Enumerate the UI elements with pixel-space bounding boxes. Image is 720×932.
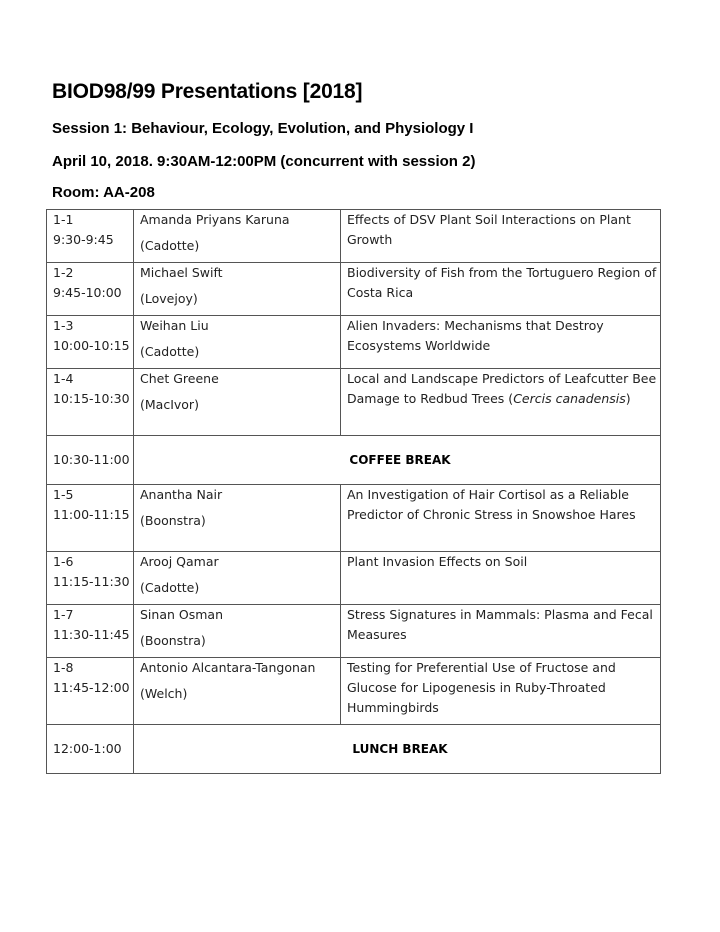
presenter-name: Weihan Liu (140, 318, 209, 333)
slot-time: 10:15-10:30 (53, 391, 130, 406)
supervisor-name: (Boonstra) (140, 513, 206, 528)
talk-title: Stress Signatures in Mammals: Plasma and Fecal Measures (341, 605, 661, 658)
date-line: April 10, 2018. 9:30AM-12:00PM (concurrent with session 2) (52, 153, 476, 170)
slot-id: 1-3 (53, 318, 74, 333)
room-line: Room: AA-208 (52, 184, 155, 201)
presenter-name: Chet Greene (140, 371, 219, 386)
slot-time: 9:45-10:00 (53, 285, 122, 300)
slot-cell (47, 605, 134, 658)
slot-time: 10:00-10:15 (53, 338, 130, 353)
table-row (47, 485, 661, 552)
talk-title: An Investigation of Hair Cortisol as a Reliable Predictor of Chronic Stress in Snowshoe Hares (341, 485, 661, 552)
title-paren-open: ( (508, 391, 514, 406)
supervisor-name: (MacIvor) (140, 397, 199, 412)
title-paren-close: ) (625, 391, 631, 406)
table-row (47, 263, 661, 316)
page-title: BIOD98/99 Presentations [2018] (52, 80, 363, 103)
break-label: LUNCH BREAK (134, 725, 661, 774)
slot-time: 11:30-11:45 (53, 627, 130, 642)
presenter-name: Anantha Nair (140, 487, 223, 502)
presenter-cell (134, 316, 341, 369)
slot-cell (47, 485, 134, 552)
presenter-cell (134, 210, 341, 263)
presenter-cell (134, 658, 341, 725)
slot-id: 1-5 (53, 487, 74, 502)
slot-id: 1-1 (53, 212, 74, 227)
slot-cell (47, 369, 134, 436)
presenter-cell (134, 263, 341, 316)
break-time: 12:00-1:00 (47, 725, 134, 774)
table-row (47, 552, 661, 605)
break-label: COFFEE BREAK (134, 436, 661, 485)
slot-cell (47, 316, 134, 369)
slot-id: 1-7 (53, 607, 74, 622)
talk-title: Effects of DSV Plant Soil Interactions on Plant Growth (341, 210, 661, 263)
presenter-name: Amanda Priyans Karuna (140, 212, 290, 227)
presenter-cell (134, 605, 341, 658)
slot-id: 1-4 (53, 371, 74, 386)
talk-title: Testing for Preferential Use of Fructose and Glucose for Lipogenesis in Ruby-Throated Hummingbirds (341, 658, 661, 725)
presenter-name: Michael Swift (140, 265, 223, 280)
schedule-table (46, 209, 661, 774)
break-time: 10:30-11:00 (47, 436, 134, 485)
table-row (47, 210, 661, 263)
slot-cell (47, 552, 134, 605)
species-name: Cercis canadensis (513, 391, 626, 406)
slot-cell (47, 263, 134, 316)
slot-cell (47, 658, 134, 725)
supervisor-name: (Cadotte) (140, 580, 200, 595)
presenter-name: Sinan Osman (140, 607, 223, 622)
table-row (47, 605, 661, 658)
slot-id: 1-6 (53, 554, 74, 569)
talk-title: Plant Invasion Effects on Soil (341, 552, 661, 605)
supervisor-name: (Boonstra) (140, 633, 206, 648)
presenter-cell (134, 485, 341, 552)
presenter-cell (134, 552, 341, 605)
talk-title: Alien Invaders: Mechanisms that Destroy Ecosystems Worldwide (341, 316, 661, 369)
presenter-name: Arooj Qamar (140, 554, 219, 569)
slot-time: 11:15-11:30 (53, 574, 130, 589)
session-heading: Session 1: Behaviour, Ecology, Evolution, and Physiology I (52, 120, 474, 137)
supervisor-name: (Welch) (140, 686, 188, 701)
talk-title: Biodiversity of Fish from the Tortuguero Region of Costa Rica (341, 263, 661, 316)
presenter-name: Antonio Alcantara-Tangonan (140, 660, 316, 675)
break-row (47, 436, 661, 485)
slot-time: 11:00-11:15 (53, 507, 130, 522)
table-row (47, 658, 661, 725)
supervisor-name: (Cadotte) (140, 238, 200, 253)
table-row (47, 369, 661, 436)
slot-id: 1-8 (53, 660, 74, 675)
table-row (47, 316, 661, 369)
supervisor-name: (Cadotte) (140, 344, 200, 359)
talk-title-cell (341, 369, 661, 436)
talk-title: Local and Landscape Predictors of Leafcutter Bee Damage to Redbud Trees (347, 371, 657, 406)
slot-cell (47, 210, 134, 263)
break-row (47, 725, 661, 774)
slot-id: 1-2 (53, 265, 74, 280)
slot-time: 11:45-12:00 (53, 680, 130, 695)
presenter-cell (134, 369, 341, 436)
supervisor-name: (Lovejoy) (140, 291, 198, 306)
slot-time: 9:30-9:45 (53, 232, 114, 247)
